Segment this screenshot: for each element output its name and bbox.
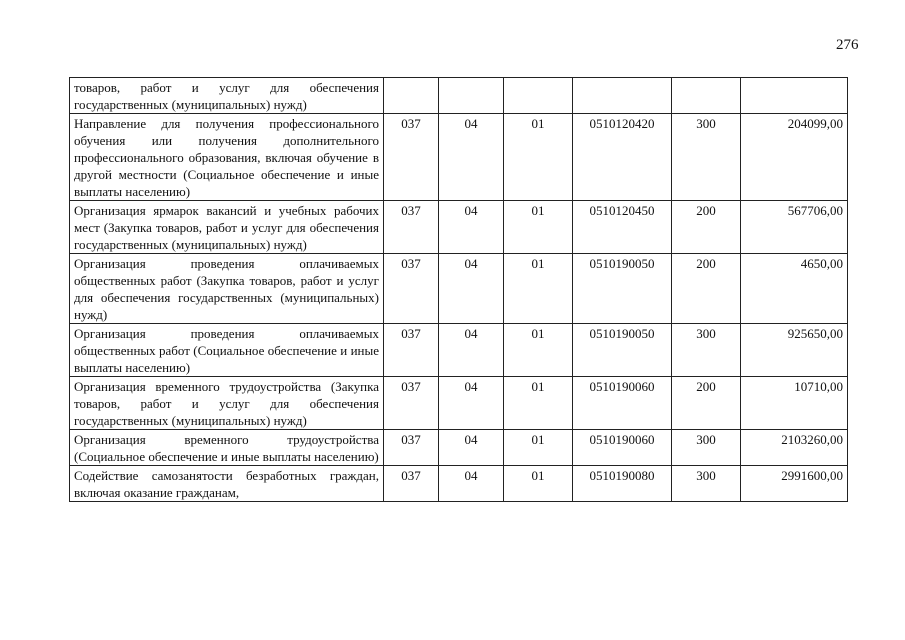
target-article-cell: 0510190050 — [573, 324, 672, 377]
subsection-code-cell — [504, 78, 573, 114]
target-article-cell: 0510190060 — [573, 377, 672, 430]
subsection-code-cell: 01 — [504, 430, 573, 466]
row-description: Организация временного трудоустройства (Социальное обеспечение и иные выплаты населению) — [70, 430, 384, 466]
table-row — [70, 201, 848, 254]
amount-cell: 4650,00 — [741, 254, 848, 324]
amount-cell: 2103260,00 — [741, 430, 848, 466]
subsection-code-cell: 01 — [504, 114, 573, 201]
admin-code-cell: 037 — [384, 254, 439, 324]
admin-code-cell: 037 — [384, 324, 439, 377]
target-article-cell: 0510190050 — [573, 254, 672, 324]
admin-code-cell: 037 — [384, 466, 439, 502]
subsection-code-cell: 01 — [504, 254, 573, 324]
row-description: Организация временного трудоустройства (Закупка товаров, работ и услуг для обеспечения государственных (муниципальных) нужд) — [70, 377, 384, 430]
admin-code-cell: 037 — [384, 201, 439, 254]
amount-cell — [741, 78, 848, 114]
expense-type-cell: 200 — [672, 254, 741, 324]
subsection-code-cell: 01 — [504, 324, 573, 377]
admin-code-cell — [384, 78, 439, 114]
table-row — [70, 324, 848, 377]
amount-cell: 925650,00 — [741, 324, 848, 377]
expense-type-cell: 200 — [672, 377, 741, 430]
table-row — [70, 430, 848, 466]
amount-cell: 204099,00 — [741, 114, 848, 201]
admin-code-cell: 037 — [384, 377, 439, 430]
expense-type-cell: 300 — [672, 430, 741, 466]
section-code-cell: 04 — [439, 466, 504, 502]
row-description: Организация ярмарок вакансий и учебных рабочих мест (Закупка товаров, работ и услуг для обеспечения государственных (муниципальных) нужд) — [70, 201, 384, 254]
table-row — [70, 466, 848, 502]
table-row — [70, 377, 848, 430]
row-description: Направление для получения профессионального обучения или получения дополнительного профессионального образования, включая обучение в другой местности (Социальное обеспечение и иные выплаты населению) — [70, 114, 384, 201]
section-code-cell: 04 — [439, 114, 504, 201]
subsection-code-cell: 01 — [504, 466, 573, 502]
admin-code-cell: 037 — [384, 114, 439, 201]
section-code-cell — [439, 78, 504, 114]
section-code-cell: 04 — [439, 377, 504, 430]
row-description: Содействие самозанятости безработных граждан, включая оказание гражданам, — [70, 466, 384, 502]
row-description: Организация проведения оплачиваемых общественных работ (Социальное обеспечение и иные выплаты населению) — [70, 324, 384, 377]
section-code-cell: 04 — [439, 201, 504, 254]
expense-type-cell: 300 — [672, 114, 741, 201]
admin-code-cell: 037 — [384, 430, 439, 466]
target-article-cell: 0510190060 — [573, 430, 672, 466]
row-description: товаров, работ и услуг для обеспечения государственных (муниципальных) нужд) — [70, 78, 384, 114]
budget-table — [69, 77, 848, 502]
table-row — [70, 78, 848, 114]
expense-type-cell — [672, 78, 741, 114]
section-code-cell: 04 — [439, 254, 504, 324]
target-article-cell: 0510190080 — [573, 466, 672, 502]
amount-cell: 567706,00 — [741, 201, 848, 254]
row-description: Организация проведения оплачиваемых общественных работ (Закупка товаров, работ и услуг для обеспечения государственных (муниципальных) нужд) — [70, 254, 384, 324]
table-body — [70, 78, 848, 502]
subsection-code-cell: 01 — [504, 201, 573, 254]
expense-type-cell: 300 — [672, 324, 741, 377]
table-row — [70, 114, 848, 201]
amount-cell: 10710,00 — [741, 377, 848, 430]
expense-type-cell: 200 — [672, 201, 741, 254]
expense-type-cell: 300 — [672, 466, 741, 502]
section-code-cell: 04 — [439, 430, 504, 466]
amount-cell: 2991600,00 — [741, 466, 848, 502]
target-article-cell — [573, 78, 672, 114]
section-code-cell: 04 — [439, 324, 504, 377]
page-number: 276 — [836, 37, 859, 53]
target-article-cell: 0510120450 — [573, 201, 672, 254]
target-article-cell: 0510120420 — [573, 114, 672, 201]
subsection-code-cell: 01 — [504, 377, 573, 430]
table-row — [70, 254, 848, 324]
